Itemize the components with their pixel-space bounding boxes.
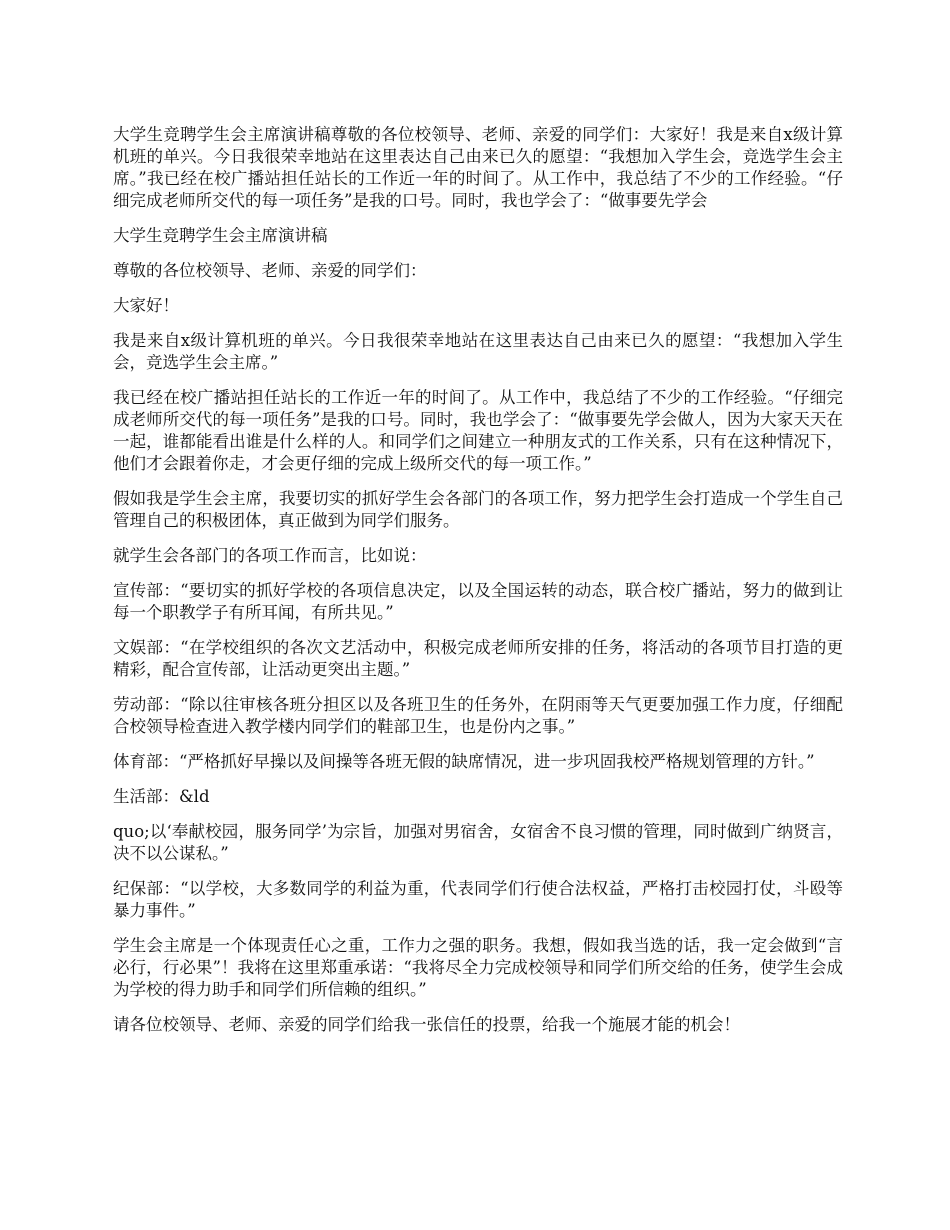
paragraph-sports-dept: 体育部：“严格抓好早操以及间操等各班无假的缺席情况，进一步巩固我校严格规划管理的方针。” [113, 752, 815, 771]
paragraph-publicity-dept: 宣传部：“要切实的抓好学校的各项信息决定，以及全国运转的动态，联合校广播站，努力的做到让每一个职教学子有所耳闻，有所共见。” [113, 581, 843, 622]
document-page [113, 124, 843, 1049]
paragraph-salutation: 尊敬的各位校领导、老师、亲爱的同学们： [113, 261, 427, 280]
paragraph-departments-intro: 就学生会各部门的各项工作而言，比如说： [113, 546, 427, 565]
paragraph-labor-dept: 劳动部：“除以往审核各班分担区以及各班卫生的任务外，在阴雨等天气更要加强工作力度，仔细配合校领导检查进入教学楼内同学们的鞋部卫生，也是份内之事。” [113, 695, 843, 736]
paragraph-summary: 大学生竞聘学生会主席演讲稿尊敬的各位校领导、老师、亲爱的同学们：大家好！我是来自x级计算机班的单兴。今日我很荣幸地站在这里表达自己由来已久的愿望：“我想加入学生会，竞选学生会主席。”我已经在校广播站担任站长的工作近一年的时间了。从工作中，我总结了不少的工作经验。“仔细完成老师所交代的每一项任务”是我的口号。同时，我也学会了：“做事要先学会 [113, 125, 843, 210]
paragraph-commitment: 学生会主席是一个体现责任心之重，工作力之强的职务。我想，假如我当选的话，我一定会做到“言必行，行必果”！我将在这里郑重承诺：“我将尽全力完成校领导和同学们所交给的任务，使学生会成为学校的得力助手和同学们所信赖的组织。” [113, 936, 843, 999]
paragraph-introduction: 我是来自x级计算机班的单兴。今日我很荣幸地站在这里表达自己由来已久的愿望：“我想加入学生会，竞选学生会主席。” [113, 331, 843, 372]
paragraph-life-dept-start: 生活部：&ld [113, 787, 210, 806]
paragraph-greeting: 大家好！ [113, 296, 179, 315]
paragraph-entertainment-dept: 文娱部：“在学校组织的各次文艺活动中，积极完成老师所安排的任务，将活动的各项节目打造的更精彩，配合宣传部，让活动更突出主题。” [113, 638, 843, 679]
paragraph-experience: 我已经在校广播站担任站长的工作近一年的时间了。从工作中，我总结了不少的工作经验。“仔细完成老师所交代的每一项任务”是我的口号。同时，我也学会了：“做事要先学会做人，因为大家天天在一起，谁都能看出谁是什么样的人。和同学们之间建立一种朋友式的工作关系，只有在这种情况下，他们才会跟着你走，才会更仔细的完成上级所交代的每一项工作。” [113, 388, 843, 473]
paragraph-closing: 请各位校领导、老师、亲爱的同学们给我一张信任的投票，给我一个施展才能的机会！ [113, 1015, 740, 1034]
paragraph-discipline-dept: 纪保部：“以学校，大多数同学的利益为重，代表同学们行使合法权益，严格打击校园打仗，斗殴等暴力事件。” [113, 879, 843, 920]
paragraph-goal: 假如我是学生会主席，我要切实的抓好学生会各部门的各项工作，努力把学生会打造成一个学生自己管理自己的积极团体，真正做到为同学们服务。 [113, 489, 843, 530]
paragraph-title: 大学生竞聘学生会主席演讲稿 [113, 226, 328, 245]
paragraph-life-dept-cont: quo;以‘奉献校园，服务同学’为宗旨，加强对男宿舍，女宿舍不良习惯的管理，同时做到广纳贤言，决不以公谋私。” [113, 822, 843, 863]
